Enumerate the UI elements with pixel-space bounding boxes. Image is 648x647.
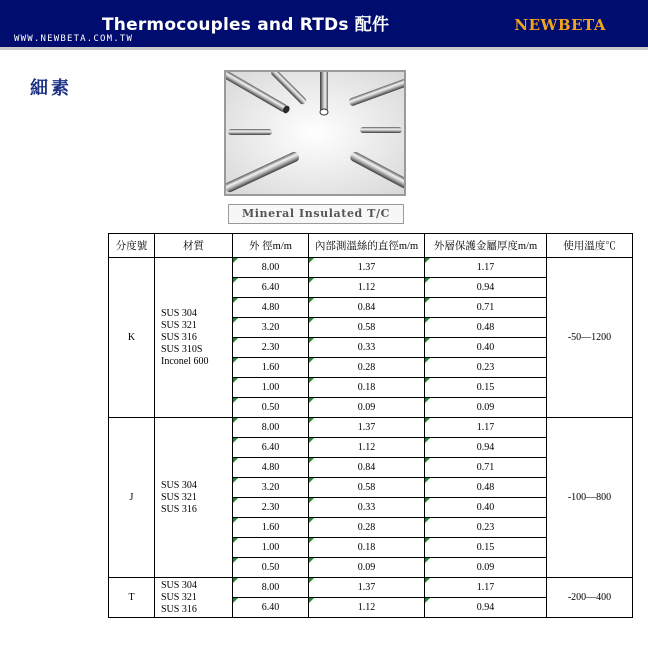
cell-sheath-thickness: 0.09 [425, 558, 547, 578]
material-item: SUS 321 [161, 491, 197, 503]
cell-materials [155, 258, 233, 418]
cell-sheath-thickness: 0.23 [425, 358, 547, 378]
cell-sheath-thickness: 1.17 [425, 418, 547, 438]
cell-materials [155, 578, 233, 618]
cell-sheath-thickness: 0.15 [425, 538, 547, 558]
material-item: SUS 321 [161, 319, 197, 331]
cell-sheath-thickness: 0.71 [425, 298, 547, 318]
cell-outer-diameter: 3.20 [233, 318, 309, 338]
cell-outer-diameter: 0.50 [233, 398, 309, 418]
table-row [109, 258, 633, 278]
cell-code: K [109, 258, 155, 418]
cell-wire-diameter: 0.33 [309, 338, 425, 358]
cell-sheath-thickness: 0.40 [425, 498, 547, 518]
cell-wire-diameter: 0.28 [309, 358, 425, 378]
cell-sheath-thickness: 0.94 [425, 278, 547, 298]
cell-outer-diameter: 1.60 [233, 518, 309, 538]
cell-materials [155, 418, 233, 578]
cell-wire-diameter: 1.12 [309, 278, 425, 298]
cell-wire-diameter: 0.28 [309, 518, 425, 538]
cell-wire-diameter: 1.37 [309, 258, 425, 278]
header-temperature: 使用溫度℃ [547, 234, 633, 258]
cell-wire-diameter: 1.12 [309, 438, 425, 458]
cell-sheath-thickness: 1.17 [425, 578, 547, 598]
cell-outer-diameter: 6.40 [233, 278, 309, 298]
cell-outer-diameter: 8.00 [233, 578, 309, 598]
cell-code: J [109, 418, 155, 578]
cell-outer-diameter: 1.00 [233, 538, 309, 558]
banner-title: Thermocouples and RTDs 配件 [102, 15, 390, 35]
cell-outer-diameter: 2.30 [233, 498, 309, 518]
cell-wire-diameter: 0.58 [309, 478, 425, 498]
cell-wire-diameter: 0.84 [309, 298, 425, 318]
header-code: 分度號 [109, 234, 155, 258]
section-title: 細素 [30, 78, 72, 99]
cell-outer-diameter: 1.00 [233, 378, 309, 398]
cell-outer-diameter: 3.20 [233, 478, 309, 498]
table-row [109, 418, 633, 438]
material-item: SUS 310S [161, 343, 203, 355]
cell-temperature: -200—400 [547, 578, 633, 618]
cell-temperature: -50—1200 [547, 258, 633, 418]
cell-wire-diameter: 1.12 [309, 598, 425, 618]
cell-outer-diameter: 1.60 [233, 358, 309, 378]
brand-logo: NEWBETA [514, 16, 606, 34]
cell-outer-diameter: 0.50 [233, 558, 309, 578]
material-item: SUS 304 [161, 579, 197, 591]
cell-sheath-thickness: 0.94 [425, 438, 547, 458]
cell-outer-diameter: 4.80 [233, 458, 309, 478]
cell-outer-diameter: 6.40 [233, 598, 309, 618]
cell-wire-diameter: 1.37 [309, 418, 425, 438]
cell-outer-diameter: 6.40 [233, 438, 309, 458]
material-item: Inconel 600 [161, 355, 209, 367]
website-url[interactable]: WWW.NEWBETA.COM.TW [14, 34, 134, 44]
cell-sheath-thickness: 0.48 [425, 318, 547, 338]
header-material: 材質 [155, 234, 233, 258]
cell-sheath-thickness: 0.23 [425, 518, 547, 538]
cell-sheath-thickness: 0.09 [425, 398, 547, 418]
material-item: SUS 316 [161, 331, 197, 343]
cell-wire-diameter: 0.18 [309, 378, 425, 398]
material-item: SUS 321 [161, 591, 197, 603]
cell-outer-diameter: 4.80 [233, 298, 309, 318]
cell-sheath-thickness: 0.48 [425, 478, 547, 498]
thermocouple-tubes-image [226, 72, 404, 194]
material-item: SUS 304 [161, 307, 197, 319]
cell-temperature: -100—800 [547, 418, 633, 578]
material-item: SUS 304 [161, 479, 197, 491]
cell-wire-diameter: 0.09 [309, 398, 425, 418]
material-item: SUS 316 [161, 603, 197, 615]
cell-wire-diameter: 0.09 [309, 558, 425, 578]
cell-code: T [109, 578, 155, 618]
cell-outer-diameter: 8.00 [233, 258, 309, 278]
header-wire-diameter: 內部測溫絲的直徑m/m [309, 234, 425, 258]
table-row [109, 578, 633, 598]
cell-sheath-thickness: 0.15 [425, 378, 547, 398]
material-item: SUS 316 [161, 503, 197, 515]
header-banner [0, 0, 648, 50]
header-outer-diameter: 外 徑m/m [233, 234, 309, 258]
header-sheath-thickness: 外層保護金屬厚度m/m [425, 234, 547, 258]
cell-wire-diameter: 0.33 [309, 498, 425, 518]
cell-sheath-thickness: 0.40 [425, 338, 547, 358]
cell-sheath-thickness: 0.71 [425, 458, 547, 478]
cell-wire-diameter: 1.37 [309, 578, 425, 598]
cell-outer-diameter: 8.00 [233, 418, 309, 438]
product-photo [224, 70, 406, 196]
cell-wire-diameter: 0.84 [309, 458, 425, 478]
cell-wire-diameter: 0.58 [309, 318, 425, 338]
table-header-row [109, 234, 633, 258]
thermocouple-spec-table [108, 233, 633, 618]
cell-sheath-thickness: 1.17 [425, 258, 547, 278]
cell-sheath-thickness: 0.94 [425, 598, 547, 618]
cell-wire-diameter: 0.18 [309, 538, 425, 558]
cell-outer-diameter: 2.30 [233, 338, 309, 358]
photo-caption: Mineral Insulated T/C [228, 204, 404, 224]
